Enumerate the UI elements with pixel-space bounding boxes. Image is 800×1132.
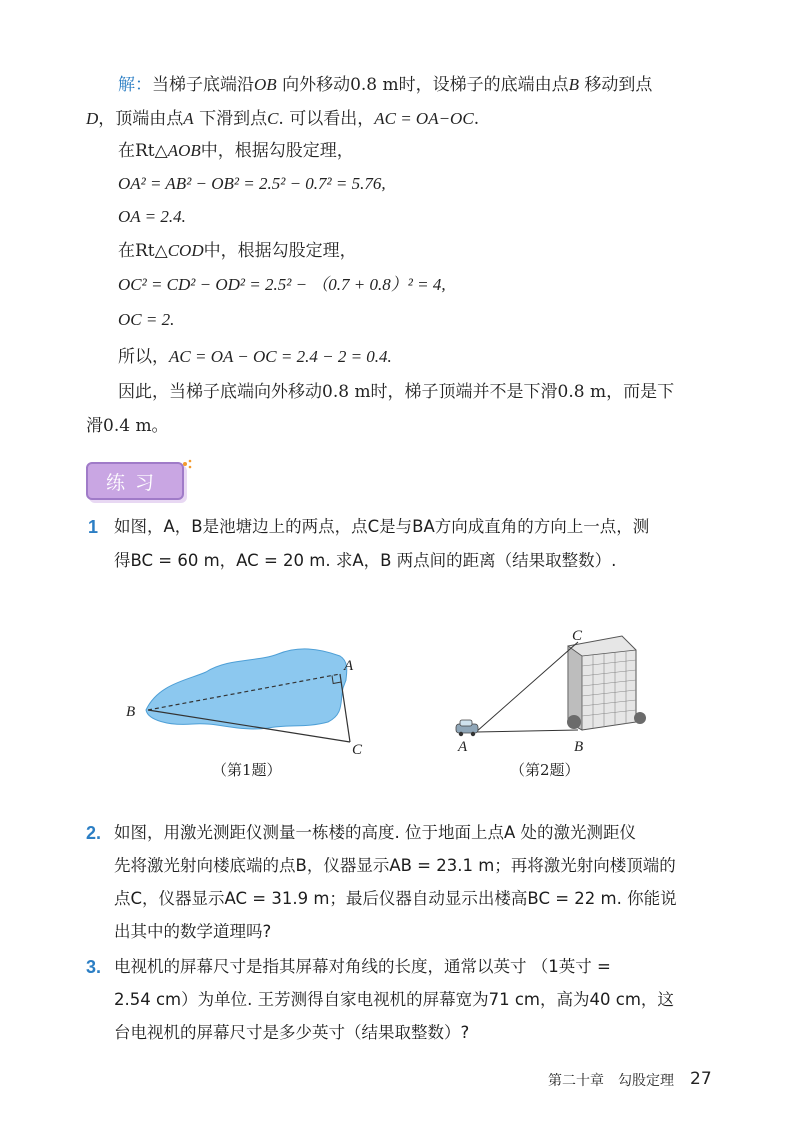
- figure-2-building-diagram: [446, 626, 666, 756]
- solution-conclusion-2: 滑0.4 m。: [86, 416, 169, 436]
- problem-2-number: 2.: [86, 823, 102, 843]
- problem-3-line-2: 2.54 cm）为单位. 王芳测得自家电视机的屏幕宽为71 cm，高为40 cm，这: [114, 990, 674, 1009]
- problem-2-line-2: 先将激光射向楼底端的点B，仪器显示AB = 23.1 m；再将激光射向楼顶端的: [114, 856, 676, 875]
- tree-icon: [634, 712, 646, 724]
- segment-ac: [340, 674, 350, 742]
- solution-line-9: 所以，AC = OA − OC = 2.4 − 2 = 0.4.: [118, 347, 392, 367]
- tree-icon: [567, 715, 581, 729]
- decorative-dots-icon: [181, 458, 195, 472]
- figure-1-pond-diagram: [118, 632, 378, 762]
- solution-line-1: 解：当梯子底端沿OB 向外移动0.8 m时，设梯子的底端由点B 移动到点: [118, 75, 653, 95]
- label-b: B: [574, 739, 584, 755]
- figure-1-caption: （第1题）: [212, 761, 282, 779]
- problem-2-line-3: 点C，仪器显示AC = 31.9 m；最后仪器自动显示出楼高BC = 22 m. 你能说: [114, 889, 677, 908]
- problem-3-line-3: 台电视机的屏幕尺寸是多少英寸（结果取整数）?: [114, 1023, 470, 1042]
- label-a: A: [458, 739, 468, 755]
- car-icon: [456, 720, 478, 736]
- solution-label: 解：: [118, 75, 152, 95]
- solution-conclusion-1: 因此，当梯子底端向外移动0.8 m时，梯子顶端并不是下滑0.8 m，而是下: [118, 382, 675, 402]
- solution-equation-oc: OC = 2.: [118, 310, 175, 329]
- solution-equation-oa2: OA² = AB² − OB² = 2.5² − 0.7² = 5.76,: [118, 174, 386, 193]
- pond-shape: [146, 649, 347, 729]
- page-number: 27: [690, 1069, 712, 1089]
- solution-line-3: 在Rt△AOB中，根据勾股定理，: [118, 141, 354, 161]
- problem-2-line-1: 如图，用激光测距仪测量一栋楼的高度. 位于地面上点A 处的激光测距仪: [114, 823, 637, 842]
- label-c: C: [572, 628, 583, 644]
- label-b: B: [126, 704, 136, 720]
- solution-equation-oc2: OC² = CD² − OD² = 2.5² − （0.7 + 0.8）² = 4,: [118, 275, 446, 294]
- practice-badge: [86, 462, 184, 500]
- solution-equation-oa: OA = 2.4.: [118, 207, 186, 226]
- solution-line-6: 在Rt△COD中，根据勾股定理，: [118, 241, 357, 261]
- segment-ab: [476, 730, 578, 732]
- practice-badge-label: 练习: [105, 472, 164, 494]
- problem-3-line-1: 电视机的屏幕尺寸是指其屏幕对角线的长度，通常以英寸 （1英寸 =: [114, 957, 611, 976]
- label-a: A: [344, 658, 354, 674]
- problem-1-line-1: 如图，A，B是池塘边上的两点，点C是与BA方向成直角的方向上一点，测: [114, 517, 650, 536]
- problem-3-number: 3.: [86, 957, 102, 977]
- label-c: C: [352, 742, 363, 758]
- segment-ac: [476, 642, 578, 732]
- problem-2-line-4: 出其中的数学道理吗?: [114, 922, 272, 941]
- problem-1-line-2: 得BC = 60 m，AC = 20 m. 求A，B 两点间的距离（结果取整数）.: [114, 551, 617, 570]
- solution-line-2: D，顶端由点A 下滑到点C. 可以看出，AC = OA−OC.: [86, 109, 480, 129]
- figure-2-caption: （第2题）: [510, 761, 580, 779]
- footer-chapter: 第二十章 勾股定理: [548, 1073, 674, 1089]
- problem-1-number: 1: [88, 517, 99, 537]
